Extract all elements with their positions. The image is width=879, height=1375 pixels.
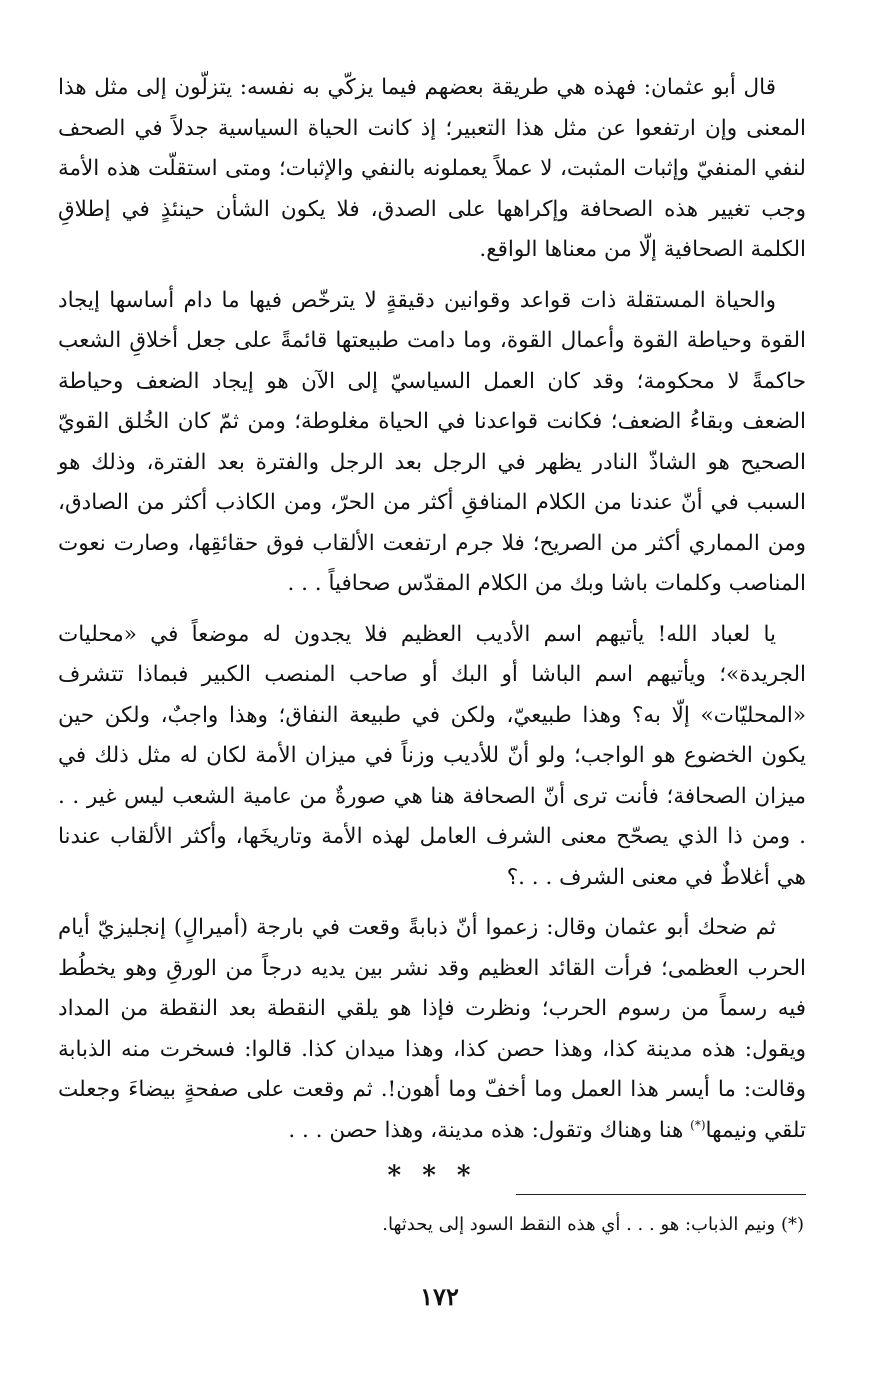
- page-number: ١٧٢: [420, 1282, 459, 1311]
- footnote-divider: [516, 1194, 806, 1195]
- paragraph-3: يا لعباد الله! يأتيهم اسم الأديب العظيم فلا يجدون له موضعاً في «محليات الجريدة»؛ ويأتيهم اسم الباشا أو البك أو صاحب المنصب الكبير فبماذا تتشرف «المحليّات» إلّا به؟ وهذا طبيعيّ، ولكن في طبيعة النفاق؛ وهذا واجبٌ، ولكن حين يكون الخضوع هو الواجب؛ ولو أنّ للأديب وزناً في ميزان الأمة لكان له مثل ذلك في ميزان الصحافة؛ فأنت ترى أنّ الصحافة هنا هي صورةٌ من عامية الشعب ليس غير . . . ومن ذا الذي يصحّح معنى الشرف العامل لهذه الأمة وتاريخَها، وأكثر الألقاب عندنا هي أغلاطٌ في معنى الشرف . . .؟: [58, 621, 807, 890]
- paragraph-4: [58, 908, 806, 1151]
- paragraph-1: قال أبو عثمان: فهذه هي طريقة بعضهم فيما يزكّي به نفسه: يتزلّون إلى مثل هذا المعنى وإن ارتفعوا عن مثل هذا التعبير؛ إذ كانت الحياة السياسية جدلاً في الصحف لنفي المنفيّ وإثبات المثبت، لا عملاً يعملونه بالنفي والإثبات؛ ومتى استقلّت هذه الأمة وجب تغيير هذه الصحافة وإكراهها على الصدق، فلا يكون الشأن حينئذٍ في إطلاقِ الكلمة الصحافية إلّا من معناها الواقع.: [58, 75, 806, 262]
- page-body: [58, 68, 806, 1191]
- paragraph-4-tail: هنا وهناك وتقول: هذه مدينة، وهذا حصن . . .: [288, 1117, 691, 1143]
- paragraph-4-main: ثم ضحك أبو عثمان وقال: زعموا أنّ ذبابةً وقعت في بارجة (أميرالٍ) إنجليزيّ أيام الحرب العظمى؛ فرأت القائد العظيم وقد نشر بين يديه درجاً من الورقِ وهو يخطُط فيه رسماً من رسوم الحرب؛ ونظرت فإذا هو يلقي النقطة بعد النقطة من المداد ويقول: هذه مدينة كذا، وهذا حصن كذا، وهذا ميدان كذا. قالوا: فسخرت منه الذبابة وقالت: ما أيسر هذا العمل وما أخفّ وما أهون!. ثم وقعت على صفحةٍ بيضاءَ وجعلت تلقي ونيمها: [58, 915, 806, 1143]
- paragraph-2: والحياة المستقلة ذات قواعد وقوانين دقيقةٍ لا يترخّص فيها ما دام أساسها إيجاد القوة وحياطة القوة وأعمال القوة، وما دامت طبيعتها قائمةً على جعل أخلاقِ الشعب حاكمةً لا محكومة؛ وقد كان العمل السياسيّ إلى الآن هو إيجاد الضعف وحياطة الضعف وبقاءُ الضعف؛ فكانت قواعدنا في الحياة مغلوطة؛ ومن ثمّ كان الخُلق القويّ الصحيح هو الشاذّ النادر يظهر في الرجل بعد الرجل والفترة بعد الفترة، وذلك هو السبب في أنّ عندنا من الكلام المنافقِ أكثر من الحرّ، ومن الكاذب أكثر من الصادق، ومن المماري أكثر من الصريح؛ فلا جرم ارتفعت الألقاب فوق حقائقِها، وصارت نعوت المناصب وكلمات باشا وبك من الكلام المقدّس صحافياً . . .: [58, 287, 806, 596]
- footnote: (*) ونيم الذباب: هو . . . أي هذه النقط السود إلى يحدثها.: [382, 1214, 804, 1235]
- footnote-reference: (*): [690, 1117, 706, 1132]
- section-separator: * * *: [387, 1161, 477, 1191]
